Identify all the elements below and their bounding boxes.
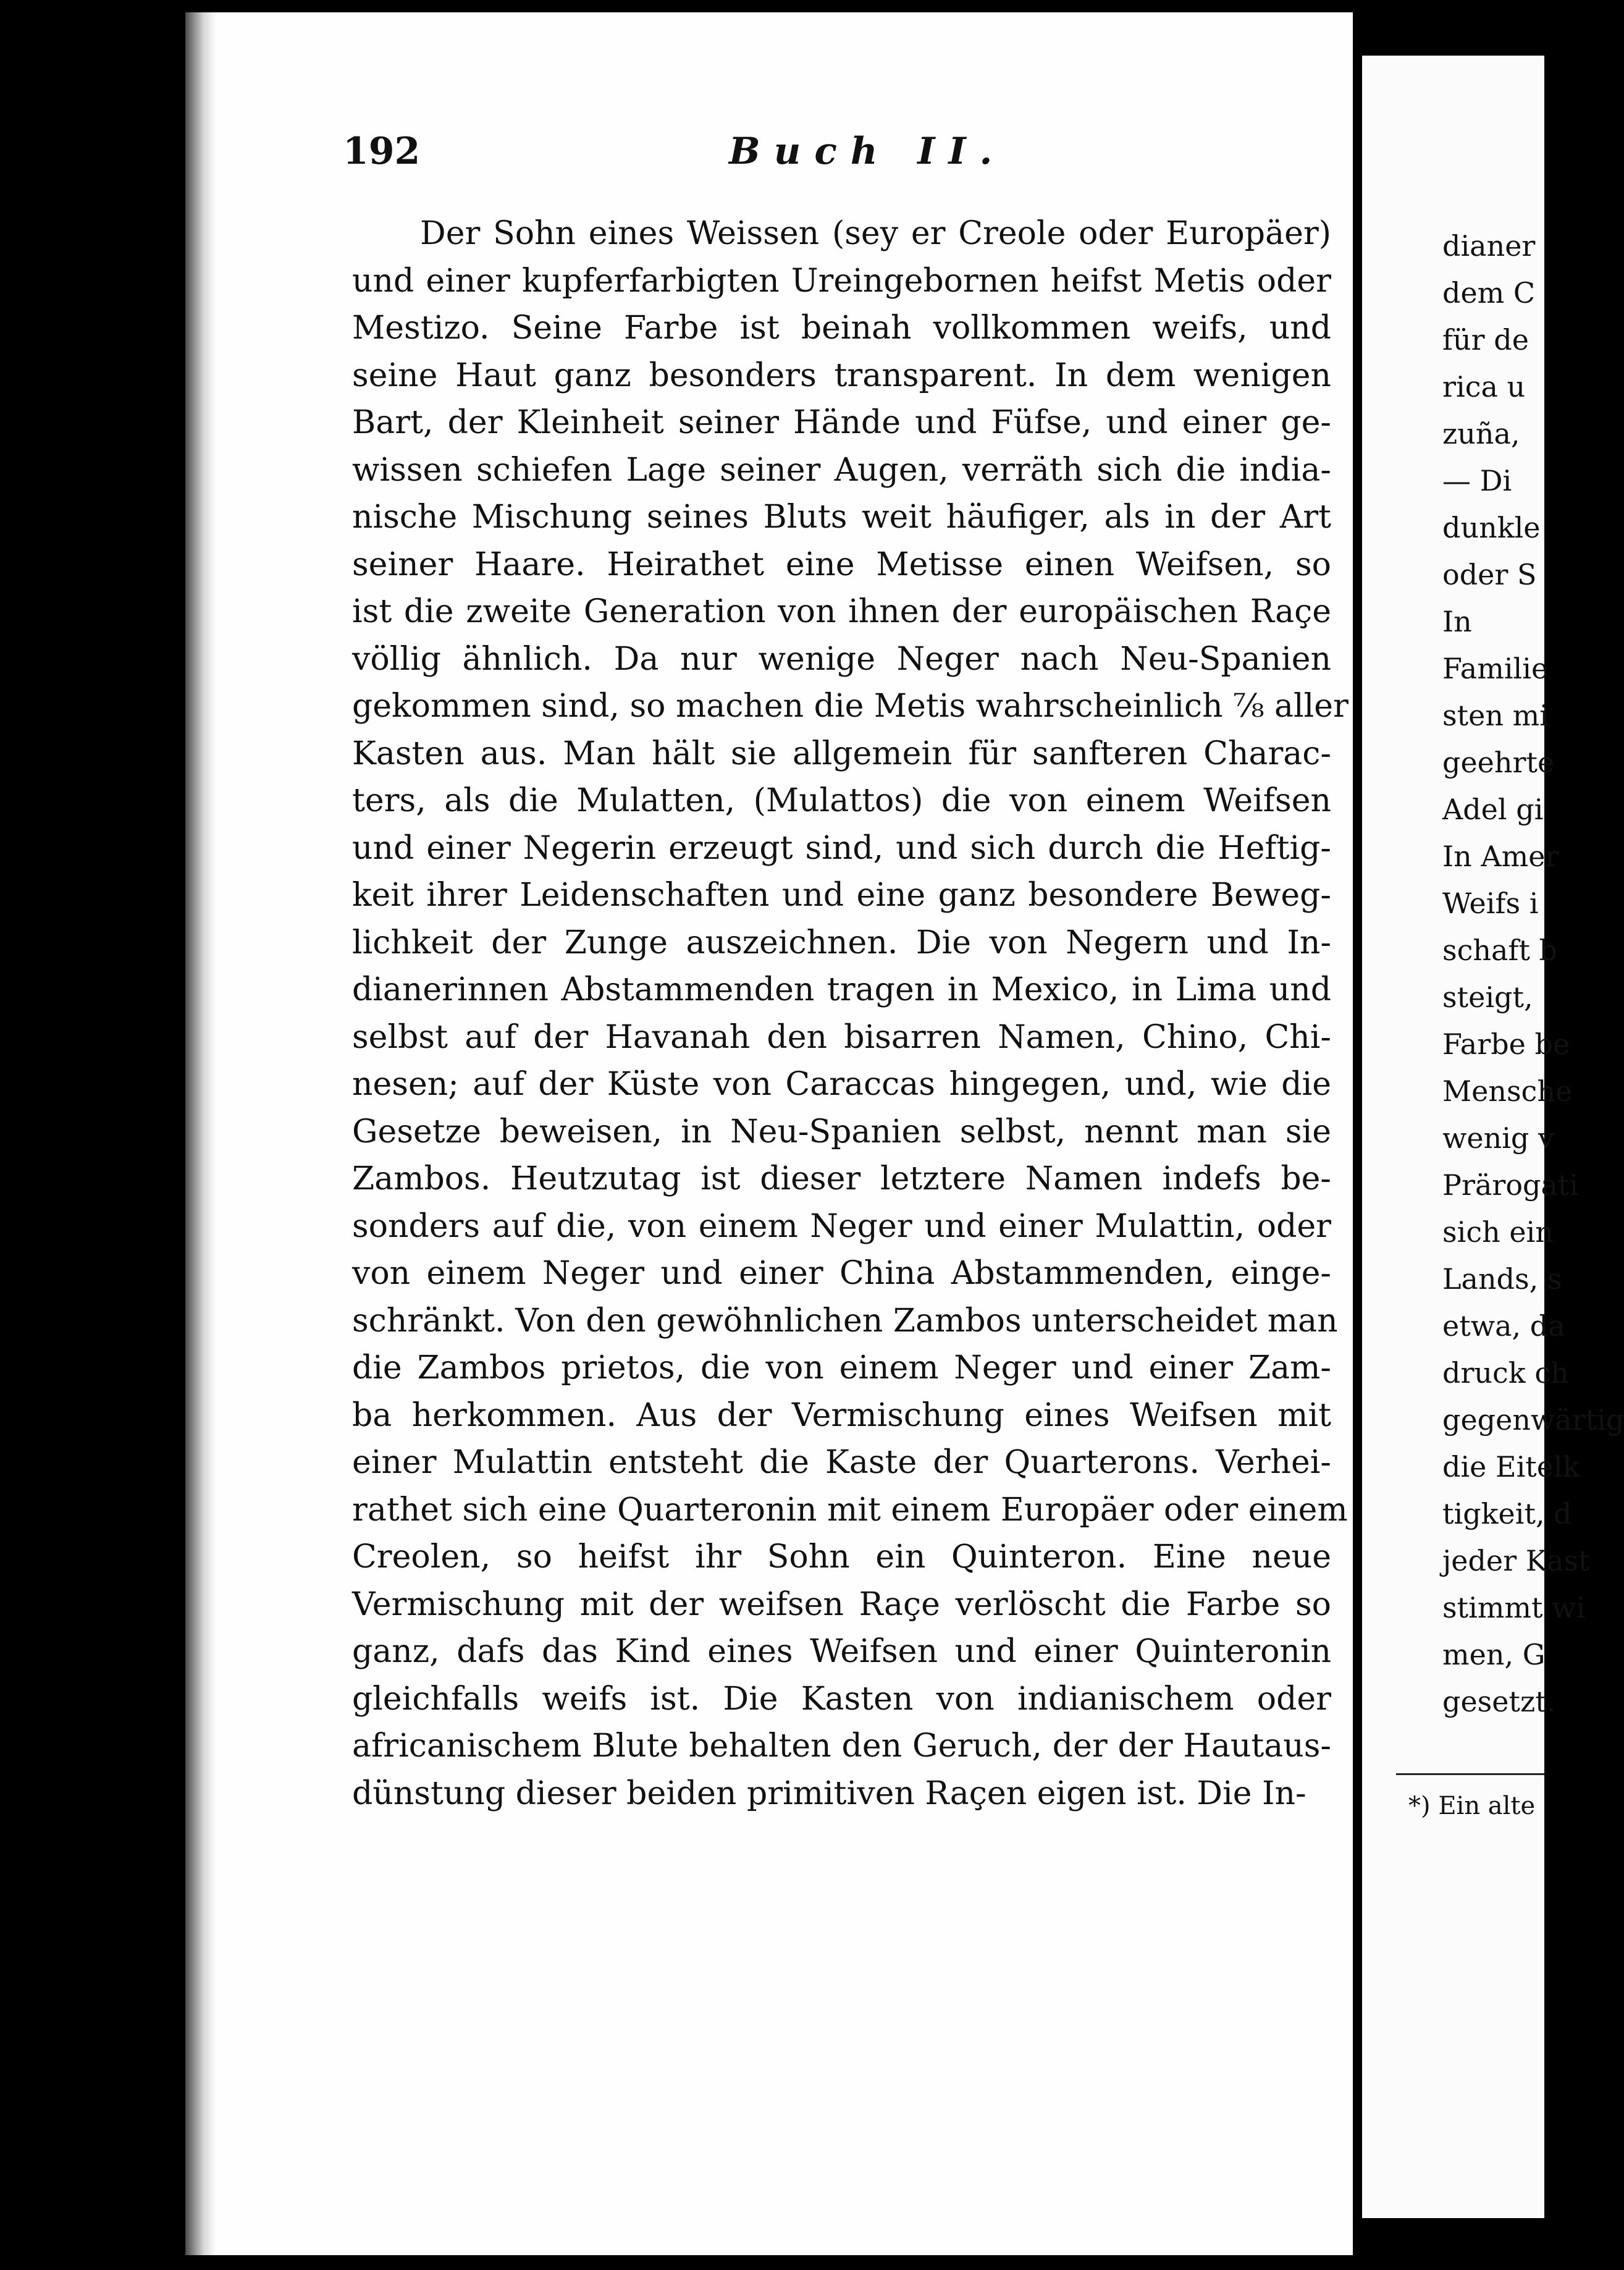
right-page-line: die Eitelk (1442, 1450, 1580, 1483)
right-page-line: etwa, da (1442, 1309, 1565, 1343)
right-page-line: zuña, (1442, 417, 1520, 450)
text-line: gekommen sind, so machen die Metis wahrscheinlich ⅞ aller (352, 688, 1348, 725)
text-line: die Zambos prietos, die von einem Neger und einer Zam- (352, 1349, 1331, 1386)
right-page-line: gegenwärtig (1442, 1403, 1624, 1437)
right-page-line: gesetzt. (1442, 1685, 1556, 1718)
text-line: Mestizo. Seine Farbe ist beinah vollkommen weifs, und (352, 310, 1331, 347)
body-text (352, 210, 1348, 1817)
text-line: lichkeit der Zunge auszeichnen. Die von Negern und In- (352, 924, 1331, 961)
right-page-line: dianer (1442, 229, 1536, 263)
text-line: schränkt. Von den gewöhnlichen Zambos unterscheidet man (352, 1302, 1338, 1340)
text-line: Der Sohn eines Weissen (sey er Creole oder Europäer) (420, 215, 1331, 252)
right-page-line: In (1442, 605, 1472, 638)
text-line: einer Mulattin entsteht die Kaste der Quarterons. Verhei- (352, 1444, 1331, 1481)
text-line: nesen; auf der Küste von Caraccas hingegen, und, wie die (352, 1066, 1331, 1103)
right-page-line: — Di (1442, 464, 1512, 497)
text-line: ganz, dafs das Kind eines Weifsen und einer Quinteronin (352, 1633, 1331, 1670)
text-line: und einer kupferfarbigten Ureingebornen heifst Metis oder (352, 262, 1331, 300)
right-page-line: Mensche (1442, 1074, 1573, 1108)
text-line: rathet sich eine Quarteronin mit einem Europäer oder einem (352, 1491, 1348, 1529)
text-line: selbst auf der Havanah den bisarren Namen, Chino, Chi- (352, 1018, 1331, 1056)
right-page-line: stimmt wi (1442, 1591, 1586, 1624)
footnote-rule (1396, 1773, 1544, 1775)
right-page-line: jeder Kast (1442, 1544, 1590, 1577)
right-footnote: *) Ein alte (1408, 1792, 1536, 1820)
right-page-line: druck ch (1442, 1356, 1569, 1390)
text-line: Zambos. Heutzutag ist dieser letztere Namen indefs be- (352, 1160, 1331, 1197)
right-page-line: Weifs i (1442, 887, 1539, 920)
text-line: Bart, der Kleinheit seiner Hände und Füfse, und einer ge- (352, 404, 1331, 441)
right-page-line: geehrte (1442, 746, 1555, 779)
text-line: von einem Neger und einer China Abstammenden, einge- (352, 1255, 1331, 1292)
text-line: dianerinnen Abstammenden tragen in Mexico, in Lima und (352, 971, 1331, 1008)
right-page-line: In Amer (1442, 840, 1559, 873)
text-line: wissen schiefen Lage seiner Augen, verräth sich die india- (352, 451, 1331, 489)
text-line: sonders auf die, von einem Neger und einer Mulattin, oder (352, 1207, 1331, 1245)
text-line: seiner Haare. Heirathet eine Metisse einen Weifsen, so (352, 546, 1331, 583)
page-header (343, 130, 1331, 179)
gutter-shadow (185, 12, 216, 2255)
right-page-line: dunkle (1442, 511, 1541, 544)
right-page-line: men, G (1442, 1638, 1546, 1671)
right-page-line: Prärogati (1442, 1168, 1579, 1202)
text-line: völlig ähnlich. Da nur wenige Neger nach Neu-Spanien (352, 640, 1331, 678)
text-line: Gesetze beweisen, in Neu-Spanien selbst, nennt man sie (352, 1113, 1331, 1150)
right-page-line: Farbe be (1442, 1027, 1570, 1061)
right-page-line: rica u (1442, 370, 1526, 403)
text-line: ist die zweite Generation von ihnen der europäischen Raçe (352, 593, 1331, 630)
right-page-line: Lands, s (1442, 1262, 1562, 1296)
right-page-line: sich ein (1442, 1215, 1554, 1249)
right-page-line: sten mi (1442, 699, 1549, 732)
text-line: Kasten aus. Man hält sie allgemein für sanfteren Charac- (352, 735, 1331, 772)
right-page-line: steigt, (1442, 981, 1533, 1014)
right-page-line: schaft b (1442, 934, 1557, 967)
right-page-line: wenig v (1442, 1121, 1554, 1155)
right-page-line: Adel gi (1442, 793, 1544, 826)
text-line: ters, als die Mulatten, (Mulattos) die von einem Weifsen (352, 782, 1331, 819)
right-page-line: Familie (1442, 652, 1549, 685)
page-number: 192 (343, 130, 421, 173)
text-line: africanischem Blute behalten den Geruch, der der Hautaus- (352, 1728, 1331, 1765)
text-line: Creolen, so heifst ihr Sohn ein Quinteron. Eine neue (352, 1538, 1331, 1576)
text-line: dünstung dieser beiden primitiven Raçen eigen ist. Die In- (352, 1774, 1306, 1812)
right-page-line: tigkeit, d (1442, 1497, 1572, 1530)
right-page-line: dem C (1442, 276, 1536, 310)
right-page-text (1442, 222, 1624, 1725)
text-line: nische Mischung seines Bluts weit häufiger, als in der Art (352, 499, 1331, 536)
text-line: ba herkommen. Aus der Vermischung eines Weifsen mit (352, 1396, 1331, 1434)
right-page-line: für de (1442, 323, 1529, 357)
right-page-line: oder S (1442, 558, 1537, 591)
text-line: Vermischung mit der weifsen Raçe verlöscht die Farbe so (352, 1585, 1331, 1623)
page-divider (1353, 56, 1358, 2218)
text-line: und einer Negerin erzeugt sind, und sich durch die Heftig- (352, 829, 1331, 867)
text-line: keit ihrer Leidenschaften und eine ganz besondere Beweg- (352, 877, 1331, 914)
text-line: gleichfalls weifs ist. Die Kasten von indianischem oder (352, 1680, 1331, 1718)
text-line: seine Haut ganz besonders transparent. In dem wenigen (352, 357, 1331, 394)
running-head: Buch II. (729, 130, 1006, 173)
